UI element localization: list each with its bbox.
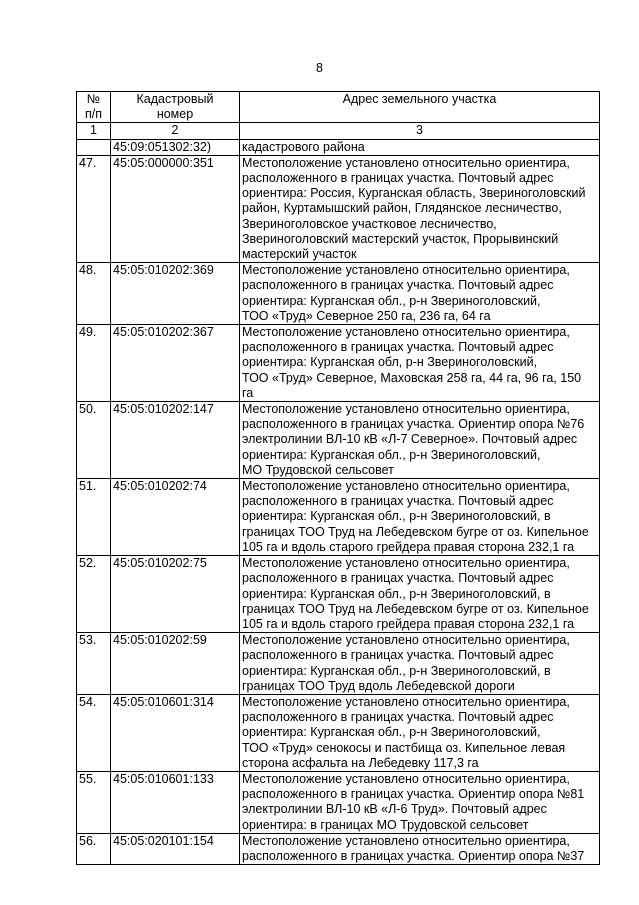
table-row	[77, 325, 600, 402]
plot-address	[240, 771, 600, 833]
address-line: расположенного в границах участка. Почтовый адрес	[242, 710, 554, 725]
plot-address	[240, 155, 600, 262]
row-number: 49.	[77, 325, 111, 402]
header-cadastral-line: номер	[156, 107, 194, 122]
cadastral-number: 45:09:051302:32)	[111, 139, 240, 155]
address-line: Местоположение установлено относительно ориентира,	[242, 833, 570, 848]
plot-address	[240, 694, 600, 771]
address-line: электролинии ВЛ-10 кВ «Л-6 Труд». Почтовый адрес	[242, 802, 547, 817]
plot-address	[240, 833, 600, 864]
address-line: Местоположение установлено относительно ориентира,	[242, 263, 570, 278]
address-line: ориентира: Курганская обл., р-н Звериноголовский,	[242, 447, 541, 462]
column-number: 1	[77, 123, 111, 139]
cadastral-number: 45:05:000000:351	[111, 155, 240, 262]
address-line: границах ТОО Труд на Лебедевском бугре от оз. Кипельное	[242, 601, 589, 616]
header-address-line: Адрес земельного участка	[342, 92, 497, 106]
address-line: электролинии ВЛ-10 кВ «Л-7 Северное». Почтовый адрес	[242, 432, 578, 447]
address-line: 105 га и вдоль старого грейдера правая сторона 232,1 га	[242, 616, 575, 631]
address-line: район, Куртамышский район, Глядянское лесничество,	[242, 201, 562, 216]
address-line: Местоположение установлено относительно ориентира,	[242, 479, 570, 494]
row-number: 56.	[77, 833, 111, 864]
plot-address	[240, 263, 600, 325]
address-line: ориентира: Курганская обл., р-н Звериноголовский,	[242, 725, 541, 740]
address-line: Местоположение установлено относительно ориентира,	[242, 325, 570, 340]
row-number: 53.	[77, 633, 111, 695]
page-number: 8	[316, 61, 323, 75]
row-number: 55.	[77, 771, 111, 833]
table-row	[77, 694, 600, 771]
address-line: Местоположение установлено относительно ориентира,	[242, 694, 570, 709]
address-line: границах ТОО Труд на Лебедевском бугре от оз. Кипельное	[242, 524, 589, 539]
cadastral-number: 45:05:010202:74	[111, 479, 240, 556]
address-line: га	[242, 385, 254, 400]
table-row	[77, 771, 600, 833]
header-cadastral-line: Кадастровый	[136, 92, 214, 106]
cadastral-number: 45:05:010601:133	[111, 771, 240, 833]
address-line: Местоположение установлено относительно ориентира,	[242, 633, 570, 648]
cadastral-number: 45:05:010601:314	[111, 694, 240, 771]
header-address	[240, 92, 600, 123]
column-number: 2	[111, 123, 240, 139]
header-cadastral	[111, 92, 240, 123]
plot-address	[240, 139, 600, 155]
address-line: расположенного в границах участка. Почтовый адрес	[242, 571, 554, 586]
address-line: ориентира: Курганская обл., р-н Звериноголовский, в	[242, 663, 551, 678]
row-number: 52.	[77, 556, 111, 633]
row-number: 54.	[77, 694, 111, 771]
address-line: сторона асфальта на Лебедевку 117,3 га	[242, 755, 479, 770]
address-line: расположенного в границах участка. Ориентир опора №81	[242, 787, 585, 802]
address-line: ориентира: Курганская обл., р-н Звериноголовский,	[242, 293, 541, 308]
address-line: расположенного в границах участка. Почтовый адрес	[242, 171, 554, 186]
column-number: 3	[240, 123, 600, 139]
address-line: ориентира: Россия, Курганская область, Звериноголовский	[242, 186, 586, 201]
cadastral-number: 45:05:010202:147	[111, 402, 240, 479]
address-line: мастерский участок	[242, 247, 357, 262]
cadastral-number: 45:05:010202:367	[111, 325, 240, 402]
row-number	[77, 139, 111, 155]
cadastral-number: 45:05:020101:154	[111, 833, 240, 864]
address-line: Звериноголовское участковое лесничество,	[242, 216, 497, 231]
row-number: 50.	[77, 402, 111, 479]
table-header-row	[77, 92, 600, 123]
address-line: ориентира: Курганская обл., р-н Звериноголовский, в	[242, 586, 551, 601]
plot-address	[240, 479, 600, 556]
table-row	[77, 155, 600, 262]
cadastral-number: 45:05:010202:369	[111, 263, 240, 325]
plot-address	[240, 633, 600, 695]
address-line: кадастрового района	[242, 139, 365, 154]
address-line: расположенного в границах участка. Ориентир опора №37	[242, 848, 585, 863]
row-number: 48.	[77, 263, 111, 325]
plot-address	[240, 402, 600, 479]
address-line: Местоположение установлено относительно ориентира,	[242, 155, 570, 170]
table-row	[77, 633, 600, 695]
address-line: ориентира: Курганская обл., р-н Звериноголовский, в	[242, 509, 551, 524]
address-line: расположенного в границах участка. Ориентир опора №76	[242, 417, 585, 432]
address-line: расположенного в границах участка. Почтовый адрес	[242, 278, 554, 293]
header-number-line: №	[86, 92, 101, 106]
address-line: расположенного в границах участка. Почтовый адрес	[242, 648, 554, 663]
cadastral-number: 45:05:010202:75	[111, 556, 240, 633]
cadastral-number: 45:05:010202:59	[111, 633, 240, 695]
address-line: ориентира: Курганская обл, р-н Звериноголовский,	[242, 355, 538, 370]
header-number	[77, 92, 111, 123]
row-number: 47.	[77, 155, 111, 262]
address-line: Местоположение установлено относительно ориентира,	[242, 556, 570, 571]
table-row	[77, 479, 600, 556]
land-plot-table	[76, 91, 600, 865]
address-line: ТОО «Труд» Северное, Маховская 258 га, 44 га, 96 га, 150	[242, 370, 582, 385]
address-line: Местоположение установлено относительно ориентира,	[242, 402, 570, 417]
table-row	[77, 402, 600, 479]
address-line: границах ТОО Труд вдоль Лебедевской дороги	[242, 678, 515, 693]
table-row	[77, 833, 600, 864]
address-line: ТОО «Труд» Северное 250 га, 236 га, 64 га	[242, 308, 491, 323]
plot-address	[240, 556, 600, 633]
address-line: 105 га и вдоль старого грейдера правая сторона 232,1 га	[242, 539, 575, 554]
row-number: 51.	[77, 479, 111, 556]
continuation-row	[77, 139, 600, 155]
address-line: МО Трудовской сельсовет	[242, 462, 394, 477]
header-number-line: п/п	[84, 107, 102, 122]
column-number-row	[77, 123, 600, 139]
table-row	[77, 556, 600, 633]
address-line: ТОО «Труд» сенокосы и пастбища оз. Кипельное левая	[242, 740, 566, 755]
address-line: расположенного в границах участка. Почтовый адрес	[242, 340, 554, 355]
address-line: Местоположение установлено относительно ориентира,	[242, 771, 570, 786]
address-line: ориентира: в границах МО Трудовской сельсовет	[242, 817, 529, 832]
plot-address	[240, 325, 600, 402]
address-line: расположенного в границах участка. Почтовый адрес	[242, 494, 554, 509]
table-row	[77, 263, 600, 325]
address-line: Звериноголовский мастерский участок, Прорывинский	[242, 231, 559, 246]
